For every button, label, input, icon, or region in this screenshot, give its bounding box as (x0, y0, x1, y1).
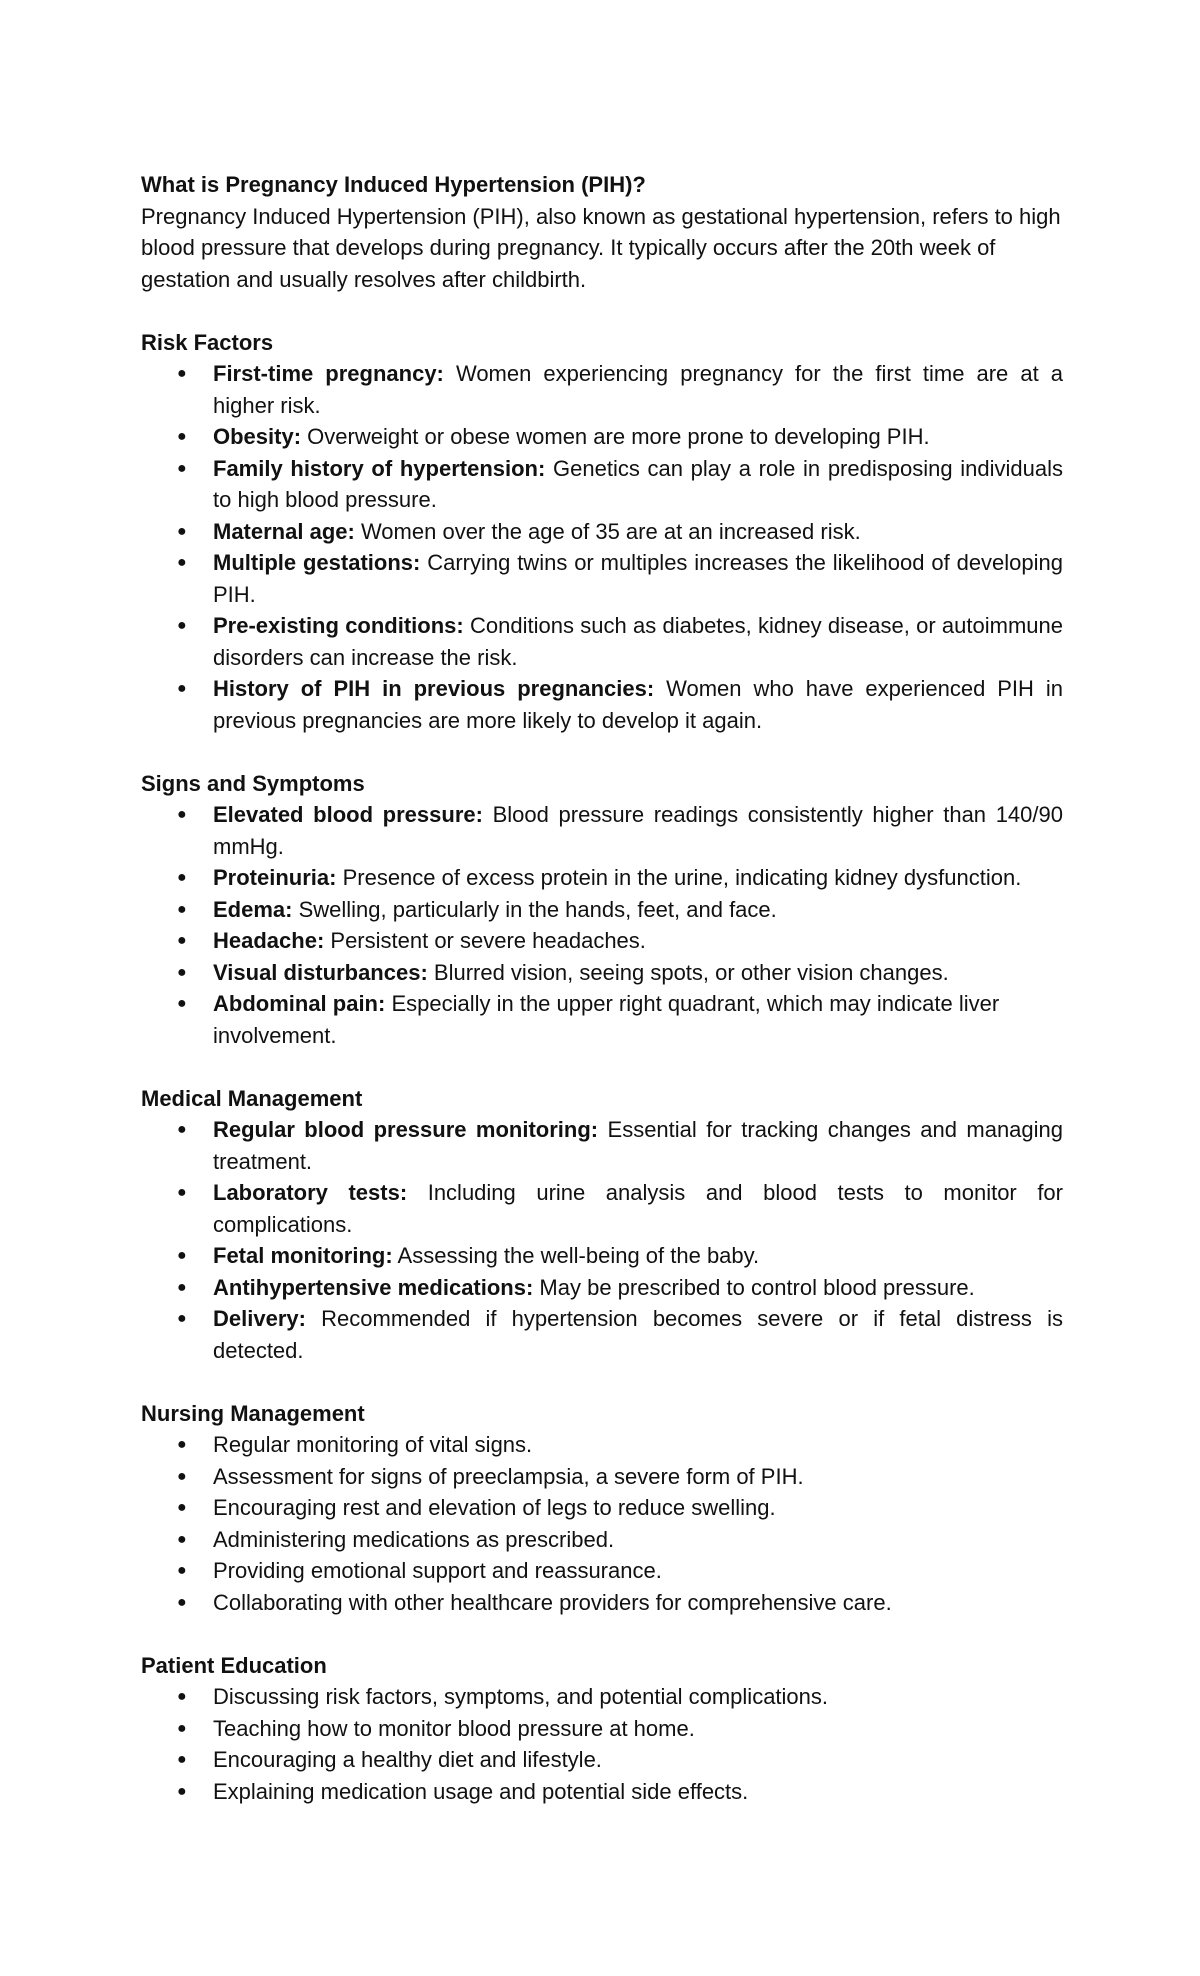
risk-factors-list (141, 358, 1063, 736)
section-heading: Risk Factors (141, 329, 274, 355)
item-term: Obesity: (213, 424, 302, 449)
list-item (141, 988, 1063, 1051)
nursing-management-list (141, 1429, 1063, 1618)
item-term: First-time pregnancy: (213, 361, 444, 386)
item-term: Laboratory tests: (213, 1180, 408, 1205)
list-item (141, 1272, 1063, 1304)
item-term: Proteinuria: (213, 865, 337, 890)
item-text: Blood pressure readings consistently higher than 140/90 mmHg. (213, 802, 1063, 859)
bullet-icon: ● (177, 932, 187, 949)
signs-symptoms-section (141, 768, 1063, 1052)
item-term: Delivery: (213, 1306, 306, 1331)
item-text: Especially in the upper right quadrant, which may indicate liver involvement. (213, 991, 1000, 1048)
medical-management-list (141, 1114, 1063, 1366)
risk-factors-section (141, 327, 1063, 737)
bullet-icon: ● (177, 806, 187, 823)
item-text: Essential for tracking changes and managing treatment. (213, 1117, 1064, 1174)
item-term: History of PIH in previous pregnancies: (213, 676, 655, 701)
signs-symptoms-list (141, 799, 1063, 1051)
bullet-icon: ● (177, 1688, 187, 1705)
item-text: Including urine analysis and blood tests to monitor for complications. (213, 1180, 1063, 1237)
item-term: Abdominal pain: (213, 991, 386, 1016)
item-term: Visual disturbances: (213, 959, 428, 985)
bullet-icon: ● (177, 963, 187, 981)
item-term: Maternal age: (213, 518, 355, 544)
list-item (141, 957, 1063, 989)
section-heading: Patient Education (141, 1652, 327, 1678)
item-text: Overweight or obese women are more prone to developing PIH. (301, 424, 930, 449)
intro-body: Pregnancy Induced Hypertension (PIH), also known as gestational hypertension, refers to high blood pressure that develops during pregnancy. It typically occurs after the 20th week of gestation and usually resolves after childbirth. (141, 203, 1061, 292)
item-text: Encouraging rest and elevation of legs to reduce swelling. (213, 1495, 776, 1520)
item-text: Collaborating with other healthcare providers for comprehensive care. (213, 1589, 892, 1615)
list-item (141, 358, 1063, 421)
bullet-icon: ● (177, 1499, 187, 1516)
patient-education-list (141, 1681, 1063, 1807)
bullet-icon: ● (177, 1310, 187, 1327)
item-term: Multiple gestations: (213, 550, 421, 575)
bullet-icon: ● (177, 428, 187, 445)
item-text: Regular monitoring of vital signs. (213, 1432, 533, 1457)
item-text: Administering medications as prescribed. (213, 1526, 615, 1552)
item-term: Regular blood pressure monitoring: (213, 1117, 599, 1142)
list-item (141, 610, 1063, 673)
list-item (141, 1461, 1063, 1493)
item-term: Elevated blood pressure: (213, 802, 483, 827)
bullet-icon: ● (177, 900, 187, 918)
item-text: Recommended if hypertension becomes severe or if fetal distress is detected. (213, 1306, 1063, 1363)
list-item (141, 1587, 1063, 1619)
list-item (141, 1303, 1063, 1366)
list-item (141, 673, 1063, 736)
item-term: Edema: (213, 896, 293, 922)
bullet-icon: ● (177, 869, 187, 886)
item-text: Conditions such as diabetes, kidney disease, or autoimmune disorders can increase the risk. (213, 613, 1063, 670)
list-item (141, 1681, 1063, 1713)
list-item (141, 453, 1063, 516)
bullet-icon: ● (177, 1719, 187, 1737)
bullet-icon: ● (177, 1562, 187, 1579)
list-item (141, 1429, 1063, 1461)
list-item (141, 1177, 1063, 1240)
list-item (141, 1240, 1063, 1272)
item-text: Encouraging a healthy diet and lifestyle. (213, 1747, 602, 1772)
item-text: Carrying twins or multiples increases the likelihood of developing PIH. (213, 550, 1064, 607)
item-text: Swelling, particularly in the hands, feet, and face. (292, 896, 777, 922)
item-term: Headache: (213, 928, 325, 953)
item-text: Blurred vision, seeing spots, or other vision changes. (427, 959, 949, 985)
list-item (141, 862, 1063, 894)
patient-education-section (141, 1650, 1063, 1808)
bullet-icon: ● (177, 680, 187, 697)
intro-title: What is Pregnancy Induced Hypertension (PIH)? (141, 172, 646, 197)
item-text: Women experiencing pregnancy for the first time are at a higher risk. (213, 361, 1063, 418)
list-item (141, 1524, 1063, 1556)
document-page (141, 169, 1063, 1807)
item-term: Antihypertensive medications: (213, 1274, 534, 1300)
item-term: Family history of hypertension: (213, 455, 546, 481)
item-text: Explaining medication usage and potential side effects. (213, 1778, 749, 1804)
item-text: May be prescribed to control blood pressure. (533, 1274, 975, 1300)
list-item (141, 925, 1063, 957)
item-term: Fetal monitoring: (213, 1243, 393, 1268)
bullet-icon: ● (177, 1782, 187, 1800)
item-text: Assessment for signs of preeclampsia, a severe form of PIH. (213, 1463, 804, 1489)
item-text: Persistent or severe headaches. (324, 928, 646, 953)
list-item (141, 1776, 1063, 1808)
bullet-icon: ● (177, 1184, 187, 1201)
list-item (141, 894, 1063, 926)
bullet-icon: ● (177, 1121, 187, 1138)
section-heading: Signs and Symptoms (141, 770, 365, 796)
bullet-icon: ● (177, 554, 187, 571)
section-heading: Nursing Management (141, 1400, 365, 1426)
item-text: Women who have experienced PIH in previous pregnancies are more likely to develop it again. (213, 676, 1063, 733)
list-item (141, 516, 1063, 548)
bullet-icon: ● (177, 617, 187, 634)
item-text: Providing emotional support and reassurance. (213, 1558, 662, 1583)
bullet-icon: ● (177, 995, 187, 1012)
item-text: Teaching how to monitor blood pressure at home. (213, 1715, 695, 1741)
bullet-icon: ● (177, 1530, 187, 1548)
item-text: Women over the age of 35 are at an increased risk. (354, 518, 861, 544)
list-item (141, 1744, 1063, 1776)
bullet-icon: ● (177, 522, 187, 540)
bullet-icon: ● (177, 1436, 187, 1453)
bullet-icon: ● (177, 365, 187, 382)
bullet-icon: ● (177, 1593, 187, 1611)
list-item (141, 1555, 1063, 1587)
list-item (141, 1114, 1063, 1177)
item-text: Genetics can play a role in predisposing individuals to high blood pressure. (213, 455, 1063, 512)
list-item (141, 1492, 1063, 1524)
item-term: Pre-existing conditions: (213, 613, 464, 638)
list-item (141, 1713, 1063, 1745)
item-text: Assessing the well-being of the baby. (392, 1243, 760, 1268)
item-text: Presence of excess protein in the urine, indicating kidney dysfunction. (336, 865, 1022, 890)
bullet-icon: ● (177, 1467, 187, 1485)
medical-management-section (141, 1083, 1063, 1367)
bullet-icon: ● (177, 1247, 187, 1264)
bullet-icon: ● (177, 1751, 187, 1768)
bullet-icon: ● (177, 459, 187, 477)
item-text: Discussing risk factors, symptoms, and potential complications. (213, 1684, 829, 1709)
nursing-management-section (141, 1398, 1063, 1619)
list-item (141, 547, 1063, 610)
bullet-icon: ● (177, 1278, 187, 1296)
list-item (141, 799, 1063, 862)
list-item (141, 421, 1063, 453)
section-heading: Medical Management (141, 1085, 363, 1111)
